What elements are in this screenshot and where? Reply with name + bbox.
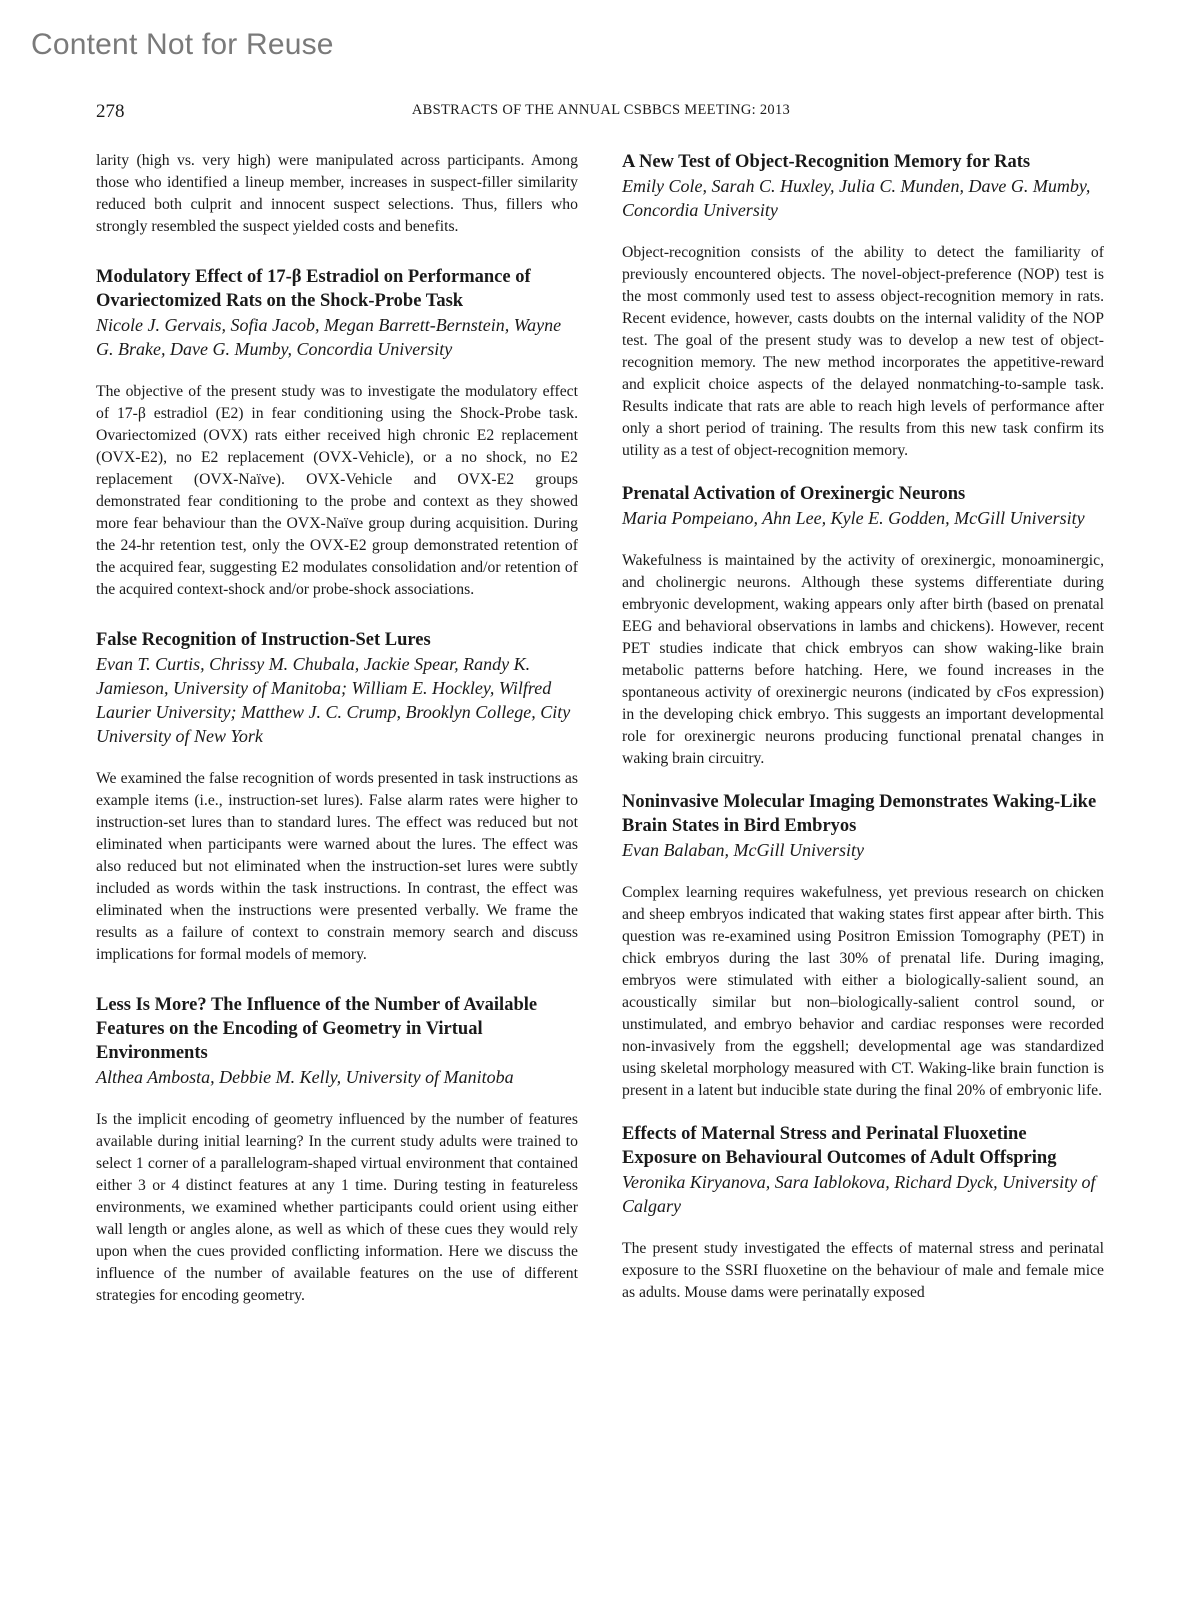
abstract-title: Noninvasive Molecular Imaging Demonstrates Waking-Like Brain States in Bird Embryos: [622, 792, 1097, 836]
abstract-body: The objective of the present study was to investigate the modulatory effect of 17-β estradiol (E2) in fear conditioning using the Shock-Probe task. Ovariectomized (OVX) rats either received high chronic E2 replacement (OVX-E2), no E2 replacement (OVX-Vehicle), or a no shock, no E2 replacement (OVX-Naïve). OVX-Vehicle and OVX-E2 groups demonstrated fear conditioning to the probe and context as they showed more fear behaviour than the OVX-Naïve group during acquisition. During the 24-hr retention test, only the OVX-E2 group demonstrated retention of the acquired fear, suggesting E2 modulates consolidation and/or retention of the acquired context-shock and/or probe-shock associations.: [96, 383, 578, 598]
abstract-bird-embryos: [622, 790, 1104, 1102]
watermark: Content Not for Reuse: [31, 28, 334, 61]
continued-abstract-text: larity (high vs. very high) were manipulated across participants. Among those who identified a lineup member, increases in suspect-filler similarity reduced both culprit and innocent suspect selections. Thus, fillers who strongly resembled the suspect yielded costs and benefits.: [96, 152, 578, 235]
abstract-body: The present study investigated the effects of maternal stress and perinatal exposure to the SSRI fluoxetine on the behaviour of male and female mice as adults. Mouse dams were perinatally exposed: [622, 1240, 1104, 1301]
abstract-maternal-stress: [622, 1122, 1104, 1304]
abstract-body: Wakefulness is maintained by the activity of orexinergic, monoaminergic, and cholinergic neurons. Although these systems differentiate during embryonic development, waking appears only after birth (based on prenatal EEG and behavioral observations in lambs and chickens). However, recent PET studies indicate that chick embryos can show waking-like brain metabolic patterns before hatching. Here, we found increases in the spontaneous activity of orexinergic neurons (indicated by cFos expression) in the developing chick embryo. This suggests an important developmental role for orexinergic neurons producing functional prenatal changes in waking brain circuitry.: [622, 552, 1104, 767]
abstract-body: Is the implicit encoding of geometry influenced by the number of features available during initial learning? In the current study adults were trained to select 1 corner of a parallelogram-shaped virtual environment that contained either 3 or 4 distinct features at any 1 time. During testing in featureless environments, we examined whether participants could orient using either wall length or angles alone, as well as which of these cues they would rely upon when the cues provided conflicting information. Here we discuss the influence of the number of available features on the use of different strategies for encoding geometry.: [96, 1111, 578, 1304]
abstract-instruction-set-lures: [96, 628, 578, 966]
abstract-authors: Nicole J. Gervais, Sofia Jacob, Megan Barrett-Bernstein, Wayne G. Brake, Dave G. Mumby, Concordia University: [96, 315, 562, 359]
abstract-authors: Veronika Kiryanova, Sara Iablokova, Richard Dyck, University of Calgary: [622, 1172, 1096, 1216]
abstract-authors: Maria Pompeiano, Ahn Lee, Kyle E. Godden, McGill University: [622, 508, 1085, 528]
page-number: 278: [96, 101, 125, 122]
abstract-authors: Evan Balaban, McGill University: [622, 840, 864, 860]
abstract-body: Complex learning requires wakefulness, yet previous research on chicken and sheep embryos indicated that waking states first appear after birth. This question was re-examined using Positron Emission Tomography (PET) in chick embryos during the last 30% of prenatal life. During imaging, embryos were stimulated with either a biologically-salient sound, an acoustically similar but non–biologically-salient control sound, or unstimulated, and embryo behavior and cardiac responses were recorded non-invasively from the eggshell; developmental age was standardized using skeletal morphology measured with CT. Waking-like brain function is present in a latent but inducible state during the final 20% of embryonic life.: [622, 884, 1104, 1099]
abstract-title: Modulatory Effect of 17-β Estradiol on Performance of Ovariectomized Rats on the Shock-Probe Task: [96, 267, 531, 311]
right-column: [622, 150, 1104, 1304]
abstract-authors: Evan T. Curtis, Chrissy M. Chubala, Jackie Spear, Randy K. Jamieson, University of Manitoba; William E. Hockley, Wilfred Laurier University; Matthew J. C. Crump, Brooklyn College, City University of New York: [96, 654, 571, 746]
abstract-less-is-more: [96, 993, 578, 1307]
journal-title: ABSTRACTS OF THE ANNUAL CSBBCS MEETING: 2013: [411, 102, 791, 118]
abstract-estradiol: [96, 265, 578, 601]
abstract-title: Prenatal Activation of Orexinergic Neurons: [622, 484, 966, 504]
abstract-body: We examined the false recognition of words presented in task instructions as example items (i.e., instruction-set lures). False alarm rates were higher to instruction-set lures than to standard lures. The effect was reduced but not eliminated when participants were warned about the lures. The effect was also reduced but not eliminated when the instruction-set lures were subtly included as words within the task instructions. In contrast, the effect was eliminated when the instructions were presented verbally. We frame the results as a failure of context to constrain memory search and discuss implications for formal models of memory.: [96, 770, 578, 963]
abstract-title: Less Is More? The Influence of the Number of Available Features on the Encoding of Geometry in Virtual Environments: [96, 995, 538, 1063]
abstract-authors: Althea Ambosta, Debbie M. Kelly, University of Manitoba: [96, 1067, 514, 1087]
abstract-title: A New Test of Object-Recognition Memory for Rats: [622, 152, 1031, 172]
abstract-orexinergic-neurons: [622, 482, 1104, 770]
abstract-title: False Recognition of Instruction-Set Lures: [96, 630, 431, 650]
abstract-body: Object-recognition consists of the ability to detect the familiarity of previously encountered objects. The novel-object-preference (NOP) test is the most commonly used test to assess object-recognition memory in rats. Recent evidence, however, casts doubts on the internal validity of the NOP test. The goal of the present study was to develop a new test of object-recognition memory. The new method incorporates the appetitive-reward and explicit choice aspects of the delayed nonmatching-to-sample task. Results indicate that rats are able to reach high levels of performance after only a short period of training. The results from this new task confirm its utility as a test of object-recognition memory.: [622, 244, 1104, 459]
running-head: [96, 101, 1106, 125]
left-column: [96, 150, 578, 1307]
abstract-title: Effects of Maternal Stress and Perinatal Fluoxetine Exposure on Behavioural Outcomes of Adult Offspring: [622, 1124, 1057, 1168]
abstract-authors: Emily Cole, Sarah C. Huxley, Julia C. Munden, Dave G. Mumby, Concordia University: [622, 176, 1091, 220]
abstract-object-recognition: [622, 150, 1104, 462]
